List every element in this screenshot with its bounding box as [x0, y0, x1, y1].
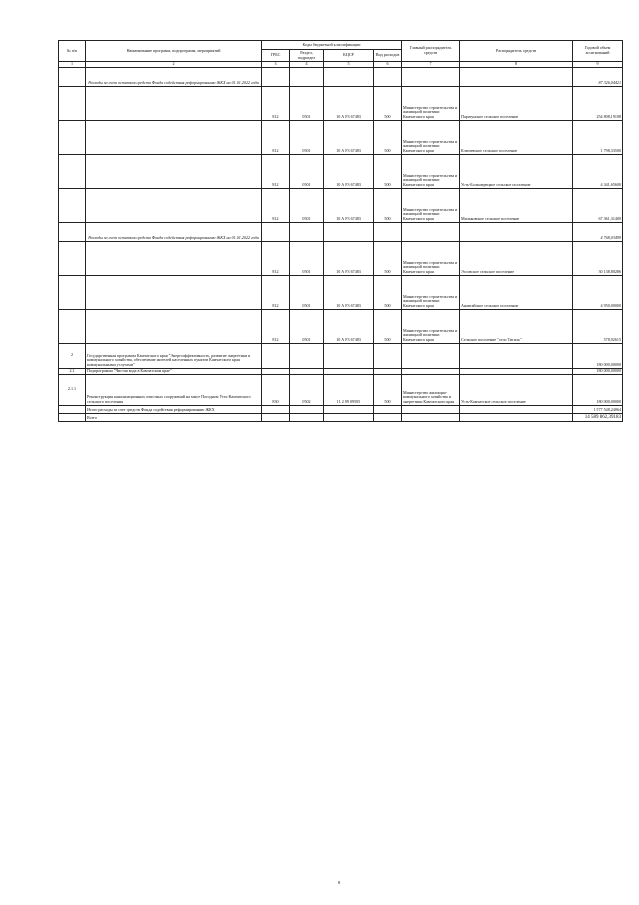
- grbs-cell: 812: [262, 275, 290, 309]
- header-grbs: ГРБС: [262, 50, 290, 62]
- amount-cell: 4 950,00000: [573, 275, 623, 309]
- table-row: [59, 188, 623, 222]
- table-row: [59, 241, 623, 275]
- grand-total-row: [59, 413, 623, 421]
- vid-cell: 500: [374, 241, 402, 275]
- budget-table: [58, 40, 623, 422]
- amount-cell: 30 138,80286: [573, 241, 623, 275]
- col-number: 9: [573, 62, 623, 68]
- kcsr-cell: 10 А F3 67483: [324, 241, 374, 275]
- header-razdel: Раздел, подраздел: [290, 50, 324, 62]
- program-num: 2: [59, 343, 86, 368]
- manager-cell: Сельское поселение "село Тигиль": [460, 309, 573, 343]
- vid-cell: 500: [374, 309, 402, 343]
- table-row: [59, 275, 623, 309]
- col-number: 4: [290, 62, 324, 68]
- razdel-cell: 0501: [290, 275, 324, 309]
- kcsr-cell: 10 А F3 67483: [324, 120, 374, 154]
- razdel-cell: 0501: [290, 188, 324, 222]
- section-amount: 87 326,04421: [573, 67, 623, 86]
- amount-cell: 1 798,33500: [573, 120, 623, 154]
- grbs-cell: 812: [262, 241, 290, 275]
- razdel-cell: 0501: [290, 241, 324, 275]
- grbs-cell: 812: [262, 309, 290, 343]
- section-title: Расходы за счет остатков средств Фонда содействия реформированию ЖКХ на 01.01.2022 года: [86, 67, 262, 86]
- table-row: [59, 309, 623, 343]
- manager-cell: Ключевское сельское поселение: [460, 120, 573, 154]
- manager-cell: Паратунское сельское поселение: [460, 86, 573, 120]
- grbs-cell: 812: [262, 154, 290, 188]
- table-row: [59, 120, 623, 154]
- table-row: [59, 86, 623, 120]
- header-main-manager: Главный распорядитель средств: [402, 41, 460, 62]
- section-title: Расходы за счет остатков средств Фонда содействия реформированию ЖКХ на 01.01.2022 года: [86, 222, 262, 241]
- main-manager-cell: Министерство строительства и жилищной политики Камчатского края: [402, 86, 460, 120]
- manager-cell: Усть-Большерецкое сельское поселение: [460, 154, 573, 188]
- kcsr-cell: 10 А F3 67483: [324, 275, 374, 309]
- main-manager-cell: Министерство строительства и жилищной политики Камчатского края: [402, 275, 460, 309]
- header-vid: Вид расходов: [374, 50, 402, 62]
- subprogram-amount: 180 000,00000: [573, 368, 623, 374]
- grbs-cell: 830: [262, 374, 290, 405]
- manager-cell: Эссовское сельское поселение: [460, 241, 573, 275]
- amount-cell: 67 361,31400: [573, 188, 623, 222]
- section-amount: 4 768,03499: [573, 222, 623, 241]
- grbs-cell: 812: [262, 188, 290, 222]
- vid-cell: 500: [374, 86, 402, 120]
- header-codes-group: Коды бюджетной классификации: [262, 41, 402, 50]
- razdel-cell: 0501: [290, 86, 324, 120]
- header-manager: Распорядитель средств: [460, 41, 573, 62]
- section-row: [59, 222, 623, 241]
- main-manager-cell: Министерство строительства и жилищной политики Камчатского края: [402, 120, 460, 154]
- header-num: № п/п: [59, 41, 86, 62]
- main-manager-cell: Министерство строительства и жилищной политики Камчатского края: [402, 188, 460, 222]
- vid-cell: 500: [374, 188, 402, 222]
- razdel-cell: 0501: [290, 154, 324, 188]
- main-manager-cell: Министерство строительства и жилищной политики Камчатского края: [402, 309, 460, 343]
- col-number: 1: [59, 62, 86, 68]
- col-number: 7: [402, 62, 460, 68]
- razdel-cell: 0501: [290, 309, 324, 343]
- vid-cell: 500: [374, 154, 402, 188]
- grand-total-label: Всего: [86, 413, 262, 421]
- activity-title: Реконструкция канализационных очистных сооружений на мысе Погодном Усть-Камчатского сельского поселения: [86, 374, 262, 405]
- page-number: 8: [338, 880, 341, 885]
- section-row: [59, 67, 623, 86]
- subprogram-num: 2.1: [59, 368, 86, 374]
- grand-total-amount: 14 589 862,39183: [573, 413, 623, 421]
- amount-cell: 578,92615: [573, 309, 623, 343]
- program-amount: 180 000,00000: [573, 343, 623, 368]
- vid-cell: 500: [374, 275, 402, 309]
- amount-cell: 180 000,00000: [573, 374, 623, 405]
- col-number: 5: [324, 62, 374, 68]
- fund-total-row: [59, 405, 623, 413]
- header-name: Наименование программ, подпрограмм, мероприятий: [86, 41, 262, 62]
- col-number: 2: [86, 62, 262, 68]
- razdel-cell: 0501: [290, 120, 324, 154]
- amount-cell: 4 341,65600: [573, 154, 623, 188]
- vid-cell: 500: [374, 374, 402, 405]
- col-number: 6: [374, 62, 402, 68]
- header-volume: Годовой объем ассигнований: [573, 41, 623, 62]
- kcsr-cell: 10 А F3 67483: [324, 188, 374, 222]
- manager-cell: Анавгайское сельское поселение: [460, 275, 573, 309]
- fund-total-amount: 1 577 548,24064: [573, 405, 623, 413]
- col-number: 8: [460, 62, 573, 68]
- kcsr-cell: 11 2 09 09505: [324, 374, 374, 405]
- amount-cell: 254 808,19108: [573, 86, 623, 120]
- main-manager-cell: Министерство строительства и жилищной политики Камчатского края: [402, 241, 460, 275]
- program-row: [59, 343, 623, 368]
- program-title: Государственная программа Камчатского края "Энергоэффективность, развитие энергетики и коммунального хозяйства, обеспечение жителей населенных пунктов Камчатского края коммунальными услугами": [86, 343, 262, 368]
- manager-cell: Мильковское сельское поселение: [460, 188, 573, 222]
- main-manager-cell: Министерство строительства и жилищной политики Камчатского края: [402, 154, 460, 188]
- kcsr-cell: 10 А F3 67483: [324, 86, 374, 120]
- fund-total-label: Итого расходы за счет средств Фонда содействия реформированию ЖКХ: [86, 405, 262, 413]
- main-manager-cell: Министерство жилищно-коммунального хозяйства и энергетики Камчатского края: [402, 374, 460, 405]
- table-row: [59, 154, 623, 188]
- col-number: 3: [262, 62, 290, 68]
- activity-row: [59, 374, 623, 405]
- manager-cell: Усть-Камчатское сельское поселение: [460, 374, 573, 405]
- grbs-cell: 812: [262, 86, 290, 120]
- header-kcsr: КЦСР: [324, 50, 374, 62]
- vid-cell: 500: [374, 120, 402, 154]
- razdel-cell: 0502: [290, 374, 324, 405]
- activity-num: 2.1.1: [59, 374, 86, 405]
- subprogram-title: Подпрограмма "Чистая вода в Камчатском крае": [86, 368, 262, 374]
- grbs-cell: 812: [262, 120, 290, 154]
- kcsr-cell: 10 А F3 67483: [324, 309, 374, 343]
- kcsr-cell: 10 А F3 67483: [324, 154, 374, 188]
